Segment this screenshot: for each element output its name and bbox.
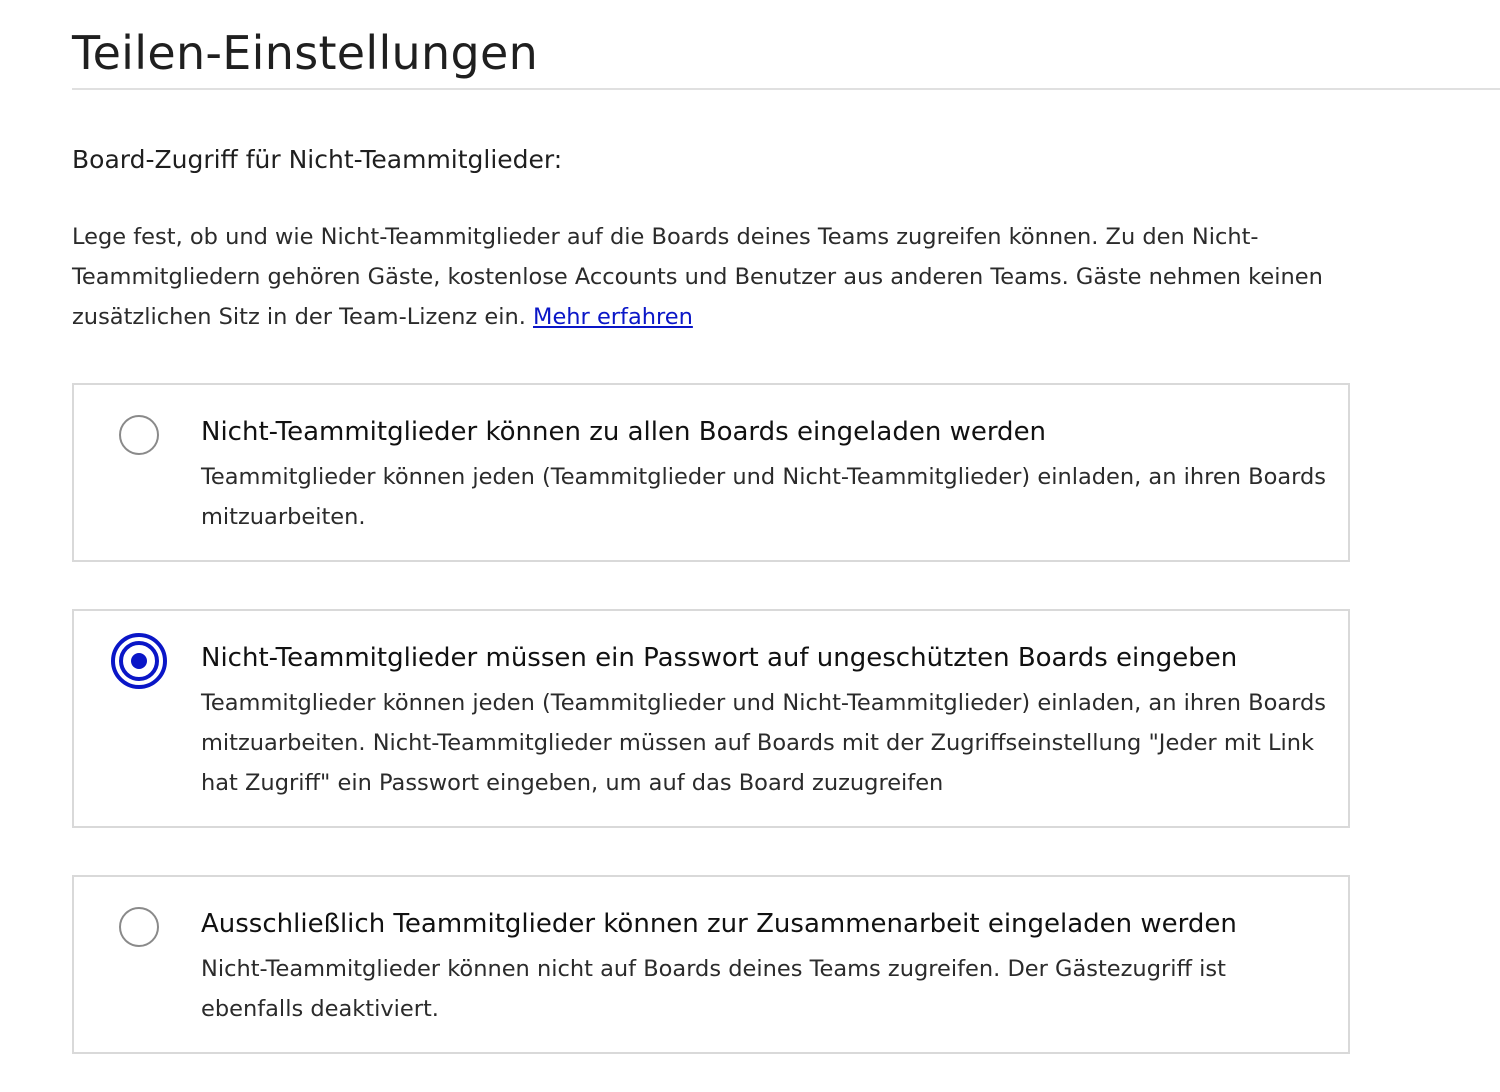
radio-button-invite-all[interactable] <box>119 415 159 455</box>
section-description <box>72 217 1362 337</box>
option-title: Nicht-Teammitglieder können zu allen Boards eingeladen werden <box>201 417 1047 447</box>
option-card-team-only[interactable] <box>72 875 1350 1054</box>
section-heading: Board-Zugriff für Nicht-Teammitglieder: <box>72 145 563 174</box>
section-description-text: Lege fest, ob und wie Nicht-Teammitglieder auf die Boards deines Teams zugreifen können. Zu den Nicht-Teammitgliedern gehören Gäste, kostenlose Accounts und Benutzer aus anderen Teams. Gäste nehmen keinen zusätzlichen Sitz in der Team-Lizenz ein. <box>72 224 1323 330</box>
title-divider <box>72 88 1500 90</box>
learn-more-link[interactable]: Mehr erfahren <box>533 304 693 330</box>
option-card-password-required[interactable] <box>72 609 1350 828</box>
radio-button-team-only[interactable] <box>119 907 159 947</box>
radio-button-password-required[interactable] <box>111 633 167 689</box>
option-description: Teammitglieder können jeden (Teammitglieder und Nicht-Teammitglieder) einladen, an ihren Boards mitzuarbeiten. Nicht-Teammitglieder müssen auf Boards mit der Zugriffseinstellung "Jeder mit Link hat Zugriff" ein Passwort eingeben, um auf das Board zuzugreifen <box>201 690 1326 796</box>
option-card-invite-all[interactable] <box>72 383 1350 562</box>
option-title: Nicht-Teammitglieder müssen ein Passwort auf ungeschützten Boards eingeben <box>201 643 1238 673</box>
option-title: Ausschließlich Teammitglieder können zur Zusammenarbeit eingeladen werden <box>201 909 1237 939</box>
option-description: Teammitglieder können jeden (Teammitglieder und Nicht-Teammitglieder) einladen, an ihren Boards mitzuarbeiten. <box>201 464 1326 530</box>
option-description: Nicht-Teammitglieder können nicht auf Boards deines Teams zugreifen. Der Gästezugriff ist ebenfalls deaktiviert. <box>201 956 1226 1022</box>
page-title: Teilen-Einstellungen <box>72 26 539 80</box>
